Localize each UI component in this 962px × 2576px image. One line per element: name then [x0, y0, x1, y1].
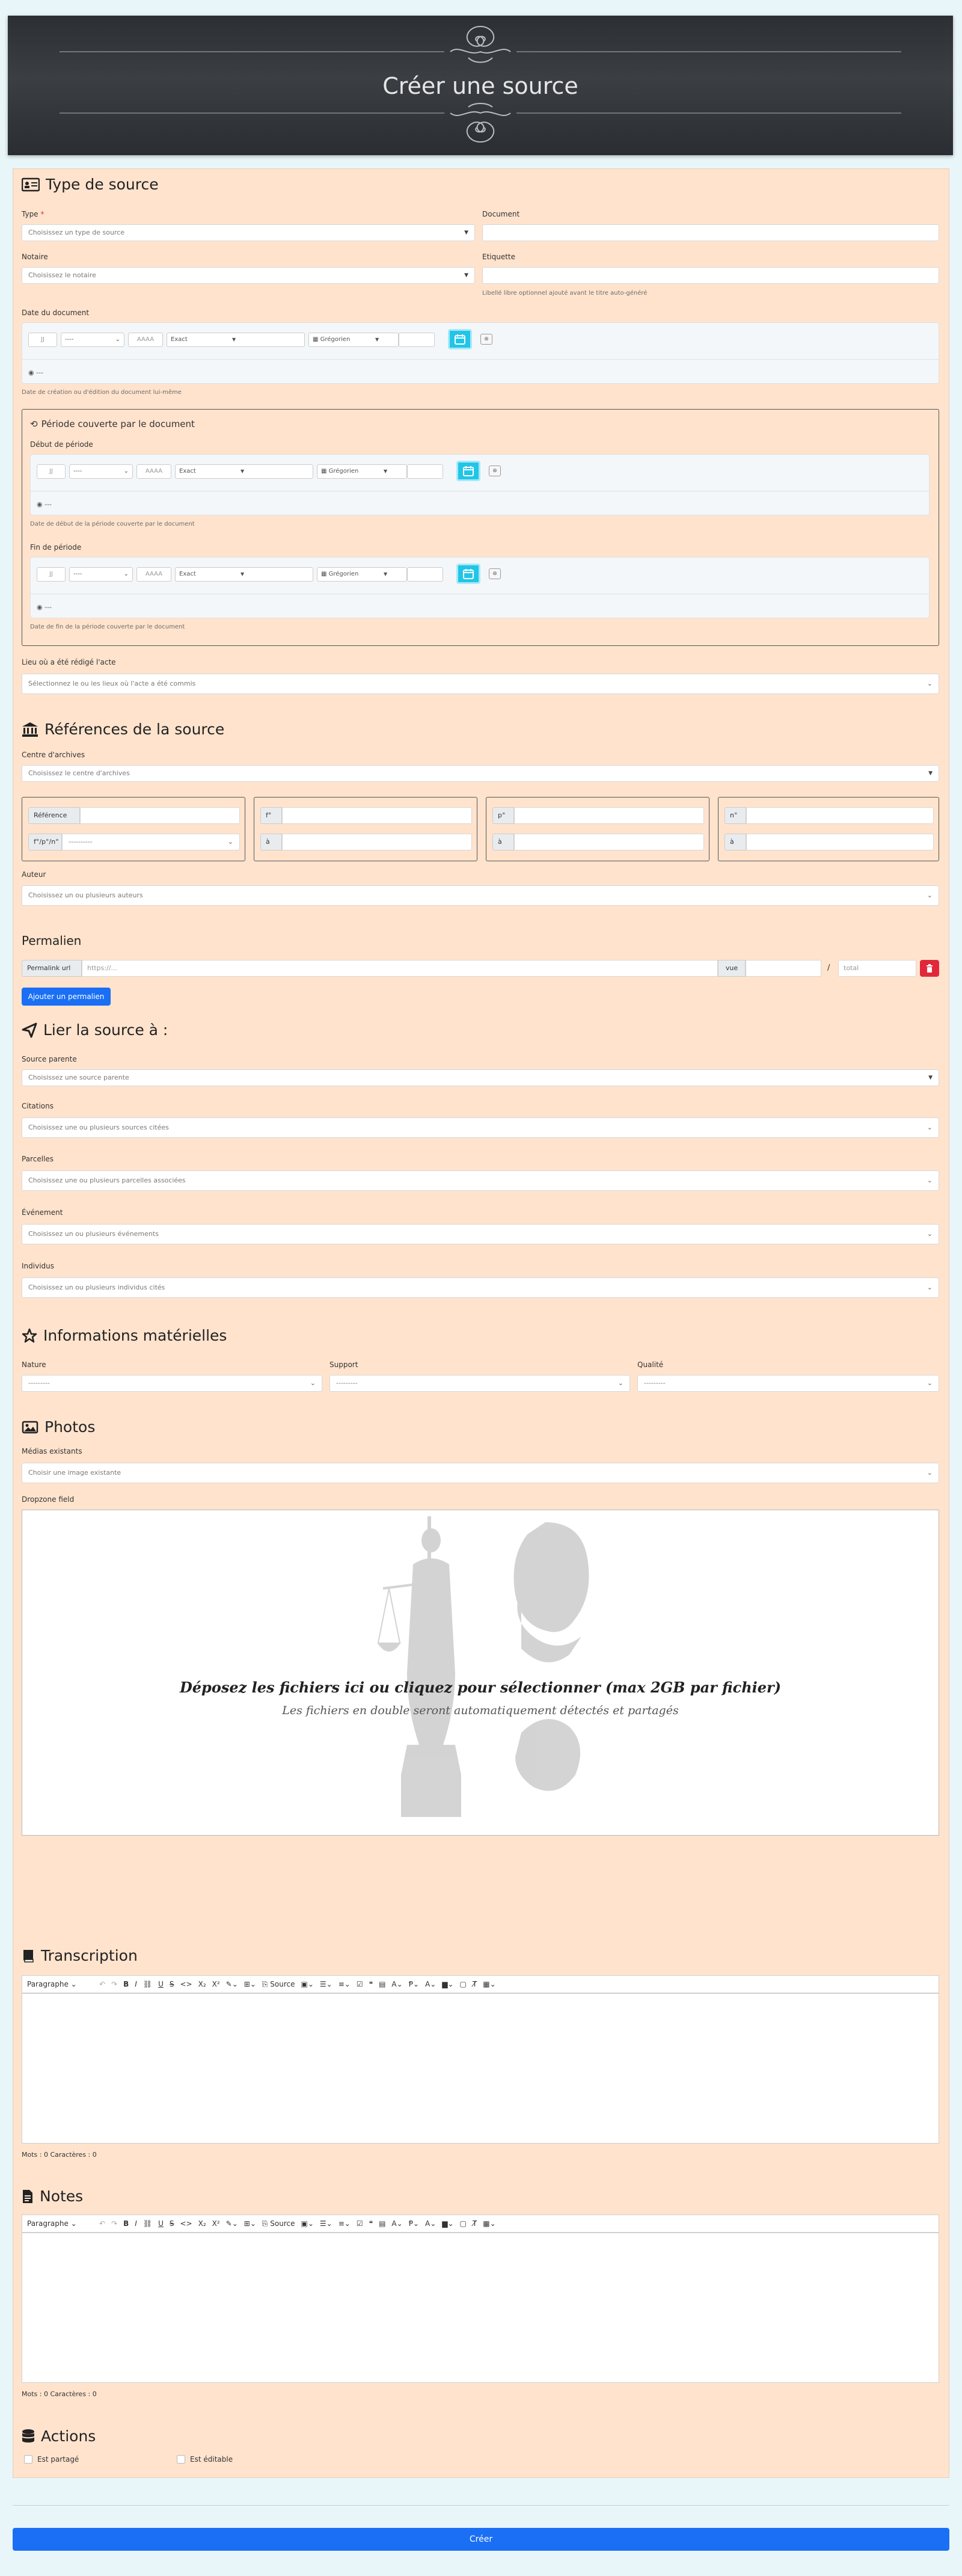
evenement-label: Événement — [22, 1208, 63, 1217]
calendar-select[interactable]: ▦ Grégorien ▼ — [317, 567, 407, 582]
redo-icon[interactable]: ↷ — [111, 2219, 118, 2228]
page-header — [8, 16, 953, 155]
medias-label: Médias existants — [22, 1447, 82, 1456]
fin-widget — [30, 557, 930, 618]
remove-format-icon[interactable]: T̸ — [472, 1980, 477, 1988]
reference-box — [22, 797, 245, 861]
section-heading: Lier la source à : — [43, 1021, 168, 1039]
etiquette-label: Etiquette — [482, 253, 516, 261]
permalink-addon: Permalink url — [22, 960, 82, 977]
remove-format-icon[interactable]: T̸ — [472, 2219, 477, 2228]
ornament-top-icon — [11, 20, 949, 69]
date-preview: ◉ --- — [37, 500, 52, 508]
subscript-icon[interactable]: X₂ — [198, 1980, 206, 1988]
nature-label: Nature — [22, 1360, 46, 1369]
transcription-counts: Mots : 0 Caractères : 0 — [22, 2151, 97, 2159]
section-materielles — [22, 1327, 227, 1344]
calendar-extra-input[interactable] — [407, 464, 443, 479]
send-icon — [22, 1022, 37, 1038]
eye-icon: ◉ — [37, 500, 43, 508]
lieu-select[interactable]: Sélectionnez le ou les lieux où l'acte a été commis ⌄ — [22, 674, 939, 694]
bullet-list-icon[interactable]: ☰⌄ — [319, 1980, 332, 1988]
font-size-icon[interactable]: A⌄ — [391, 1980, 403, 1988]
support-select[interactable]: --------- ⌄ — [329, 1375, 630, 1392]
a-addon: à — [725, 834, 746, 850]
centre-select[interactable]: Choisissez le centre d'archives ▼ — [22, 765, 939, 782]
page-title: Créer une source — [382, 73, 578, 99]
insert-icon[interactable]: ⊞⌄ — [244, 2219, 256, 2228]
subscript-icon[interactable]: X₂ — [198, 2219, 206, 2228]
ornament-bottom-icon — [11, 100, 949, 148]
bold-icon[interactable]: B — [123, 1980, 129, 1988]
calendar-icon — [462, 465, 474, 477]
code-icon[interactable]: <> — [180, 1980, 192, 1988]
precision-select[interactable]: Exact ▼ — [175, 567, 313, 582]
todo-list-icon[interactable]: ☑ — [356, 1980, 363, 1988]
fpn-select[interactable]: ---------- ⌄ — [62, 834, 240, 850]
section-notes — [22, 2187, 83, 2205]
calendar-extra-input[interactable] — [399, 333, 435, 347]
fin-help: Date de fin de la période couverte par le document — [30, 624, 185, 630]
type-select[interactable]: Choisissez un type de source ▼ — [22, 224, 475, 241]
link-icon[interactable]: ⛓ — [142, 1980, 153, 1988]
date-preview: ◉ --- — [28, 369, 44, 377]
vue-input[interactable] — [746, 960, 821, 977]
reference-addon: Référence — [28, 807, 80, 824]
nature-select[interactable]: --------- ⌄ — [22, 1375, 322, 1392]
image-icon[interactable]: ▣⌄ — [301, 1980, 314, 1988]
clear-date-button[interactable]: ⊗ — [489, 568, 501, 579]
reference-input[interactable] — [80, 807, 240, 824]
undo-icon[interactable]: ↶ — [99, 2219, 106, 2228]
parcelles-select[interactable]: Choisissez une ou plusieurs parcelles associées ⌄ — [22, 1170, 939, 1191]
month-select[interactable]: ---- ⌄ — [69, 464, 133, 479]
auteur-label: Auteur — [22, 870, 46, 879]
etiquette-input[interactable] — [482, 267, 939, 284]
partage-checkbox[interactable] — [24, 2455, 79, 2464]
month-select[interactable]: ---- ⌄ — [61, 333, 124, 347]
history-icon: ⟲ — [30, 419, 38, 429]
section-actions — [22, 2427, 96, 2445]
font-color-icon[interactable]: A⌄ — [424, 2219, 437, 2228]
section-type-source — [22, 176, 159, 193]
p-input[interactable] — [514, 807, 704, 824]
year-input[interactable]: AAAA — [136, 567, 171, 582]
embed-icon[interactable]: ▢ — [459, 1980, 467, 1988]
checkbox-box[interactable] — [24, 2455, 32, 2464]
calendar-select[interactable]: ▦ Grégorien ▼ — [308, 333, 399, 347]
calendar-select[interactable]: ▦ Grégorien ▼ — [317, 464, 407, 479]
highlight-icon[interactable]: ✎⌄ — [225, 1980, 238, 1988]
star-icon — [22, 1328, 37, 1344]
divider — [13, 2505, 949, 2506]
date-preview: ◉ --- — [37, 603, 52, 611]
a-addon: à — [492, 834, 514, 850]
dropzone[interactable] — [22, 1510, 939, 1836]
superscript-icon[interactable]: X² — [212, 1980, 220, 1988]
etiquette-help: Libellé libre optionnel ajouté avant le titre auto-généré — [482, 290, 648, 297]
media-icon[interactable]: ▤ — [379, 1980, 386, 1988]
font-color-icon[interactable]: A⌄ — [424, 1980, 437, 1988]
precision-select[interactable]: Exact ▼ — [167, 333, 305, 347]
year-input[interactable]: AAAA — [128, 333, 163, 347]
date-help: Date de création ou d'édition du document lui-même — [22, 389, 182, 396]
font-family-icon[interactable]: Ᵽ⌄ — [408, 2219, 419, 2228]
fpn-addon: f°/p°/n° — [28, 834, 62, 850]
n-to-input[interactable] — [746, 834, 934, 850]
citations-label: Citations — [22, 1102, 54, 1110]
blockquote-icon[interactable]: ❝ — [369, 1980, 373, 1988]
day-input[interactable]: JJ — [37, 464, 66, 479]
slash-separator: / — [827, 964, 830, 973]
debut-label: Début de période — [30, 440, 93, 449]
date-label: Date du document — [22, 309, 90, 317]
n-input[interactable] — [746, 807, 934, 824]
underline-icon[interactable]: U — [158, 1980, 164, 1988]
calendar-button[interactable] — [456, 564, 480, 584]
checkbox-box[interactable] — [177, 2455, 185, 2464]
debut-widget — [30, 454, 930, 515]
day-input[interactable]: JJ — [28, 333, 57, 347]
document-label: Document — [482, 210, 520, 218]
calendar-icon — [454, 333, 466, 345]
italic-icon[interactable]: I — [135, 2219, 137, 2228]
paragraph-format-select[interactable]: Paragraphe ⌄ — [27, 2219, 77, 2228]
section-heading: Actions — [41, 2427, 96, 2445]
lieu-label: Lieu où a été rédigé l'acte — [22, 658, 116, 666]
background-color-icon[interactable]: ▆⌄ — [442, 1980, 454, 1988]
notaire-select[interactable]: Choisissez le notaire ▼ — [22, 267, 475, 284]
section-heading: Type de source — [46, 176, 159, 193]
link-icon[interactable]: ⛓ — [142, 2219, 153, 2228]
citations-select[interactable]: Choisissez une ou plusieurs sources citées ⌄ — [22, 1117, 939, 1138]
a-addon: à — [260, 834, 282, 850]
paragraph-format-select[interactable]: Paragraphe ⌄ — [27, 1980, 77, 1988]
section-heading: Photos — [44, 1418, 96, 1436]
calendar-small-icon: ▦ — [313, 336, 319, 343]
centre-label: Centre d'archives — [22, 751, 85, 759]
partage-label: Est partagé — [37, 2455, 79, 2464]
periode-heading: ⟲ Période couverte par le document — [30, 419, 195, 429]
bold-icon[interactable]: B — [123, 2219, 129, 2228]
numbered-list-icon[interactable]: ≡⌄ — [338, 1980, 351, 1988]
database-icon — [22, 2429, 35, 2444]
auteur-select[interactable]: Choisissez un ou plusieurs auteurs ⌄ — [22, 885, 939, 906]
source-button[interactable]: ⎘ Source — [262, 1979, 295, 1988]
bullet-list-icon[interactable]: ☰⌄ — [319, 2219, 332, 2228]
medias-select[interactable]: Choisir une image existante ⌄ — [22, 1463, 939, 1483]
calendar-small-icon: ▦ — [321, 468, 327, 475]
insert-icon[interactable]: ⊞⌄ — [244, 1980, 256, 1988]
month-select[interactable]: ---- ⌄ — [69, 567, 133, 582]
superscript-icon[interactable]: X² — [212, 2219, 220, 2228]
precision-select[interactable]: Exact ▼ — [175, 464, 313, 479]
clear-date-button[interactable]: ⊗ — [480, 334, 492, 345]
evenement-select[interactable]: Choisissez un ou plusieurs événements ⌄ — [22, 1224, 939, 1244]
eye-icon: ◉ — [37, 603, 43, 611]
folio-box — [254, 797, 477, 861]
section-lier — [22, 1021, 168, 1039]
fin-label: Fin de période — [30, 543, 82, 552]
editable-label: Est éditable — [190, 2455, 233, 2464]
source-button[interactable]: ⎘ Source — [262, 2219, 295, 2228]
calendar-extra-input[interactable] — [407, 567, 443, 582]
parcelles-label: Parcelles — [22, 1155, 54, 1163]
permalink-url-input[interactable]: https://... — [82, 960, 718, 977]
notes-editor[interactable] — [22, 2233, 939, 2383]
media-icon[interactable]: ▤ — [379, 2219, 386, 2228]
page-box — [486, 797, 709, 861]
calendar-button[interactable] — [448, 329, 472, 349]
calendar-icon — [462, 568, 474, 580]
section-heading: Permalien — [22, 933, 82, 948]
document-input[interactable] — [482, 224, 939, 241]
create-button[interactable]: Créer — [13, 2528, 949, 2551]
notes-counts: Mots : 0 Caractères : 0 — [22, 2390, 97, 2398]
delete-permalink-button[interactable] — [920, 960, 939, 977]
qualite-label: Qualité — [637, 1360, 664, 1369]
table-icon[interactable]: ▦⌄ — [483, 1980, 496, 1988]
trash-icon — [926, 964, 933, 973]
parente-select[interactable]: Choisissez une source parente ▼ — [22, 1069, 939, 1086]
section-heading: Informations matérielles — [43, 1327, 227, 1344]
total-input[interactable]: total — [838, 960, 916, 977]
clear-date-button[interactable]: ⊗ — [489, 466, 501, 476]
section-references — [22, 721, 224, 738]
section-permalien — [22, 933, 81, 948]
day-input[interactable]: JJ — [37, 567, 66, 582]
section-transcription — [22, 1947, 138, 1964]
file-text-icon — [22, 2189, 34, 2204]
calendar-small-icon: ▦ — [321, 571, 327, 577]
transcription-toolbar — [22, 1975, 939, 1993]
individus-select[interactable]: Choisissez un ou plusieurs individus cités ⌄ — [22, 1277, 939, 1298]
book-icon — [22, 1949, 35, 1963]
section-heading: Transcription — [41, 1947, 138, 1964]
todo-list-icon[interactable]: ☑ — [356, 2219, 363, 2228]
strikethrough-icon[interactable]: S — [169, 1980, 174, 1988]
support-label: Support — [329, 1360, 358, 1369]
font-family-icon[interactable]: Ᵽ⌄ — [408, 1980, 419, 1988]
p-to-input[interactable] — [514, 834, 704, 850]
transcription-editor[interactable] — [22, 1993, 939, 2144]
vue-addon: vue — [718, 960, 746, 977]
undo-icon[interactable]: ↶ — [99, 1980, 106, 1988]
parente-label: Source parente — [22, 1055, 77, 1063]
background-color-icon[interactable]: ▆⌄ — [442, 2219, 454, 2228]
qualite-select[interactable]: --------- ⌄ — [637, 1375, 939, 1392]
redo-icon[interactable]: ↷ — [111, 1980, 118, 1988]
f-addon: f° — [260, 807, 282, 824]
notes-toolbar — [22, 2215, 939, 2233]
dropzone-submessage: Les fichiers en double seront automatiquement détectés et partagés — [282, 1704, 679, 1717]
f-input[interactable] — [282, 807, 472, 824]
id-card-icon — [22, 177, 40, 192]
individus-label: Individus — [22, 1262, 55, 1270]
numbered-list-icon[interactable]: ≡⌄ — [338, 2219, 351, 2228]
font-size-icon[interactable]: A⌄ — [391, 2219, 403, 2228]
eye-icon: ◉ — [28, 369, 34, 377]
italic-icon[interactable]: I — [135, 1980, 137, 1988]
images-icon — [22, 1420, 38, 1434]
calendar-button[interactable] — [456, 461, 480, 481]
highlight-icon[interactable]: ✎⌄ — [225, 2219, 238, 2228]
type-label: Type * — [22, 210, 44, 218]
debut-help: Date de début de la période couverte par le document — [30, 521, 195, 527]
bank-icon — [22, 722, 38, 737]
n-addon: n° — [725, 807, 746, 824]
embed-icon[interactable]: ▢ — [459, 2219, 467, 2228]
p-addon: p° — [492, 807, 514, 824]
section-photos — [22, 1418, 95, 1436]
numero-box — [718, 797, 939, 861]
blockquote-icon[interactable]: ❝ — [369, 2219, 373, 2228]
image-icon[interactable]: ▣⌄ — [301, 2219, 314, 2228]
underline-icon[interactable]: U — [158, 2219, 164, 2228]
dropzone-label: Dropzone field — [22, 1495, 75, 1504]
strikethrough-icon[interactable]: S — [169, 2219, 174, 2228]
add-permalink-button[interactable]: Ajouter un permalien — [22, 988, 111, 1006]
f-to-input[interactable] — [282, 834, 472, 850]
table-icon[interactable]: ▦⌄ — [483, 2219, 496, 2228]
code-icon[interactable]: <> — [180, 2219, 192, 2228]
section-heading: Références de la source — [44, 721, 225, 738]
year-input[interactable]: AAAA — [136, 464, 171, 479]
notaire-label: Notaire — [22, 253, 48, 261]
dropzone-message: Déposez les fichiers ici ou cliquez pour sélectionner (max 2GB par fichier) — [179, 1679, 782, 1696]
date-document-widget — [22, 322, 939, 384]
editable-checkbox[interactable] — [177, 2455, 233, 2464]
section-heading: Notes — [40, 2187, 84, 2205]
justice-statue-watermark-icon — [371, 1516, 611, 1829]
